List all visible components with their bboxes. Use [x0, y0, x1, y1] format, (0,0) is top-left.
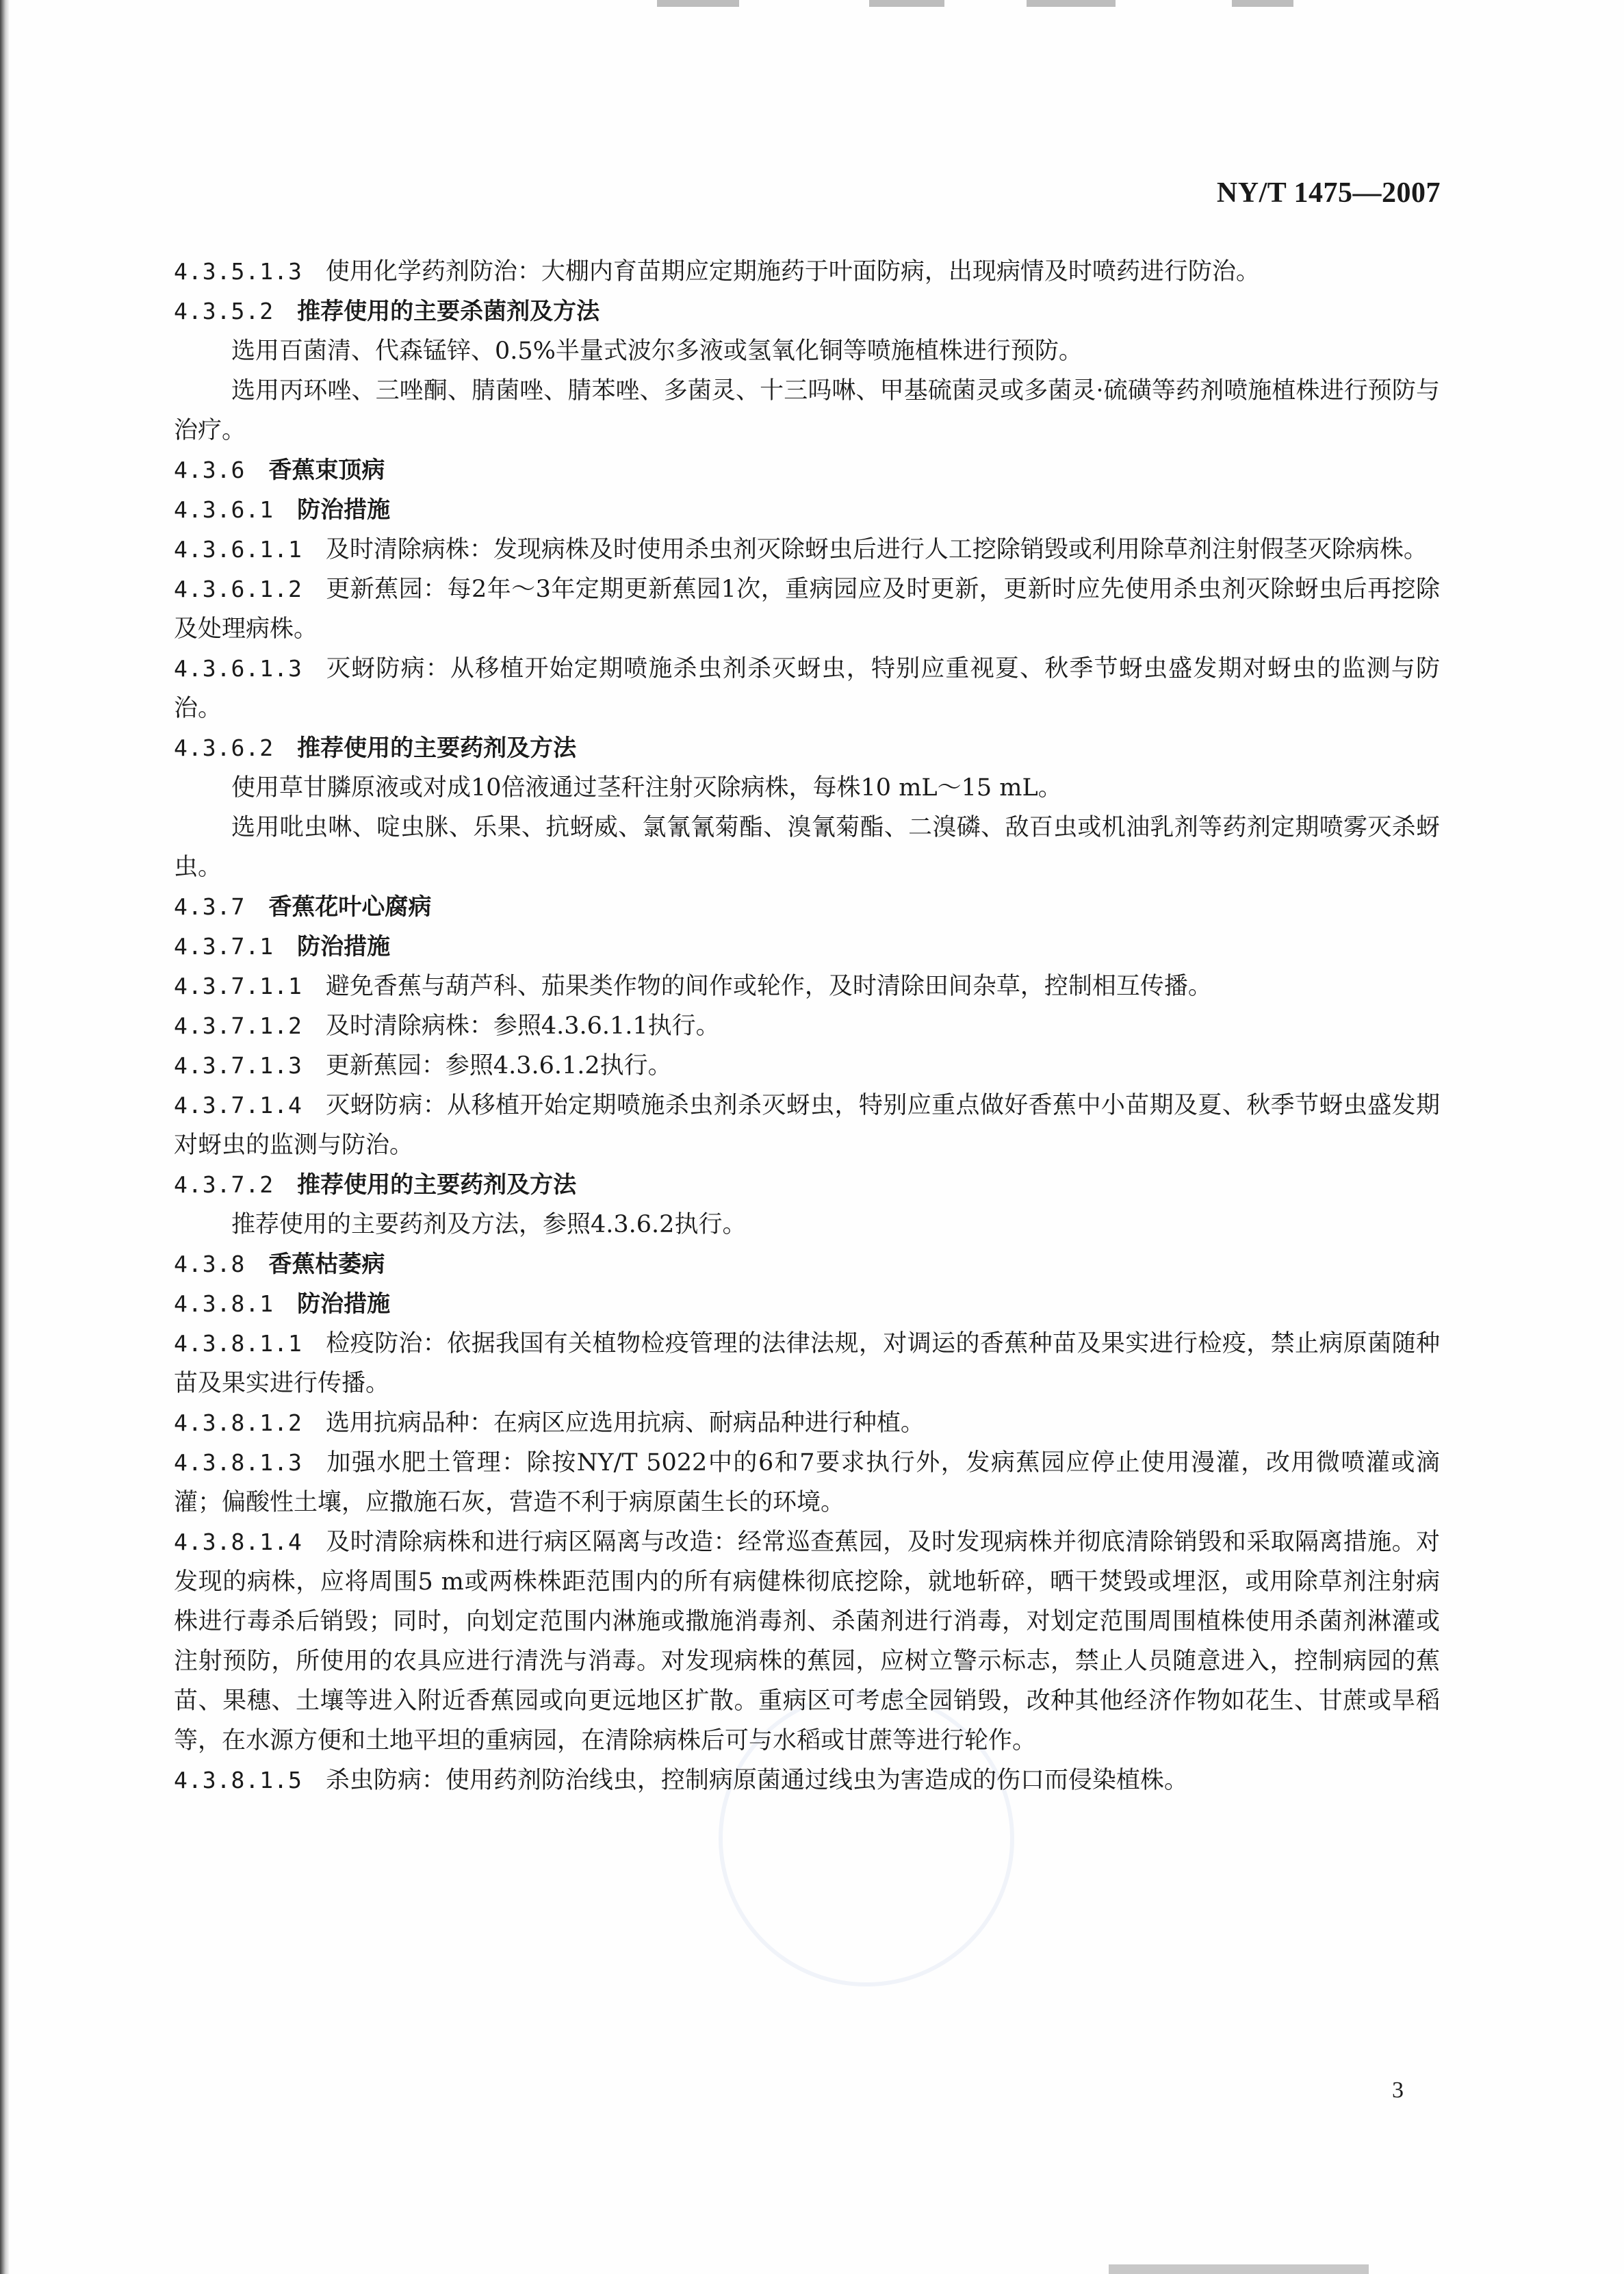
clause-paragraph: [174, 570, 1440, 649]
clause-paragraph: [174, 967, 1440, 1006]
clause-number: 4.3.8.1.1: [174, 1330, 302, 1357]
clause-paragraph: [174, 1006, 1440, 1046]
clause-number: 4.3.5.1.3: [174, 258, 302, 285]
scan-binding-edge: [0, 0, 10, 2274]
clause-number: 4.3.7.2: [174, 1171, 274, 1198]
section-heading: [174, 1244, 1440, 1284]
clause-text: 使用化学药剂防治：大棚内育苗期应定期施药于叶面防病，出现病情及时喷药进行防治。: [325, 258, 1260, 285]
document-body: [174, 252, 1440, 1800]
section-heading: [174, 450, 1440, 490]
clause-number: 4.3.6.1.1: [174, 536, 302, 563]
scan-mark: [657, 0, 739, 7]
clause-text: 加强水肥土管理：除按NY/T 5022中的6和7要求执行外，发病蕉园应停止使用漫灌，改用微喷灌或滴灌；偏酸性土壤，应撒施石灰，营造不利于病原菌生长的环境。: [174, 1449, 1440, 1516]
clause-number: 4.3.7.1: [174, 933, 274, 960]
clause-text: 杀虫防病：使用药剂防治线虫，控制病原菌通过线虫为害造成的伤口而侵染植株。: [325, 1767, 1188, 1794]
clause-paragraph: [174, 530, 1440, 570]
clause-number: 4.3.8.1: [174, 1290, 274, 1317]
heading-title: 防治措施: [297, 933, 391, 960]
clause-number: 4.3.8.1.2: [174, 1409, 302, 1436]
clause-paragraph: [174, 1324, 1440, 1403]
scan-mark: [1109, 2264, 1369, 2274]
clause-paragraph: [174, 1761, 1440, 1800]
clause-text: 及时清除病株：发现病株及时使用杀虫剂灭除蚜虫后进行人工挖除销毁或利用除草剂注射假茎灭除病株。: [325, 536, 1428, 563]
clause-text: 更新蕉园：参照4.3.6.1.2执行。: [325, 1052, 672, 1079]
heading-title: 推荐使用的主要杀菌剂及方法: [297, 298, 600, 325]
clause-number: 4.3.7: [174, 893, 246, 920]
heading-title: 推荐使用的主要药剂及方法: [297, 1171, 577, 1199]
body-paragraph: 选用丙环唑、三唑酮、腈菌唑、腈苯唑、多菌灵、十三吗啉、甲基硫菌灵或多菌灵·硫磺等药剂喷施植株进行预防与治疗。: [174, 377, 1440, 444]
section-heading: [174, 887, 1440, 927]
clause-number: 4.3.6.1.2: [174, 576, 302, 602]
heading-title: 香蕉枯萎病: [268, 1251, 385, 1278]
standard-code: NY/T 1475—2007: [1216, 177, 1441, 209]
clause-number: 4.3.8.1.5: [174, 1767, 302, 1793]
clause-number: 4.3.8.1.4: [174, 1529, 302, 1555]
body-paragraph: 选用吡虫啉、啶虫脒、乐果、抗蚜威、氯氰氰菊酯、溴氰菊酯、二溴磷、敌百虫或机油乳剂等药剂定期喷雾灭杀蚜虫。: [174, 814, 1440, 881]
clause-number: 4.3.6.1: [174, 496, 274, 523]
clause-text: 更新蕉园：每2年～3年定期更新蕉园1次，重病园应及时更新，更新时应先使用杀虫剂灭除蚜虫后再挖除及处理病株。: [174, 576, 1440, 643]
clause-text: 避免香蕉与葫芦科、茄果类作物的间作或轮作，及时清除田间杂草，控制相互传播。: [325, 973, 1212, 1000]
section-heading: [174, 927, 1440, 967]
section-heading: [174, 1284, 1440, 1324]
scan-mark: [1027, 0, 1116, 7]
clause-paragraph: [174, 1522, 1440, 1761]
clause-paragraph: [174, 252, 1440, 292]
clause-text: 及时清除病株：参照4.3.6.1.1执行。: [325, 1012, 720, 1040]
clause-text: 检疫防治：依据我国有关植物检疫管理的法律法规，对调运的香蕉种苗及果实进行检疫，禁止病原菌随种苗及果实进行传播。: [174, 1330, 1440, 1397]
clause-number: 4.3.7.1.1: [174, 973, 302, 999]
clause-text: 灭蚜防病：从移植开始定期喷施杀虫剂杀灭蚜虫，特别应重点做好香蕉中小苗期及夏、秋季节蚜虫盛发期对蚜虫的监测与防治。: [174, 1092, 1440, 1159]
heading-title: 防治措施: [297, 1290, 391, 1318]
clause-paragraph: [174, 1403, 1440, 1443]
clause-paragraph: [174, 1443, 1440, 1522]
clause-number: 4.3.7.1.2: [174, 1012, 302, 1039]
clause-number: 4.3.5.2: [174, 298, 274, 324]
clause-number: 4.3.7.1.4: [174, 1092, 302, 1119]
body-paragraph: 推荐使用的主要药剂及方法，参照4.3.6.2执行。: [231, 1211, 747, 1238]
heading-title: 香蕉束顶病: [268, 457, 385, 484]
scan-mark: [1232, 0, 1293, 7]
section-heading: [174, 292, 1440, 331]
clause-number: 4.3.8.1.3: [174, 1449, 302, 1476]
page-number: 3: [1392, 2078, 1404, 2103]
section-heading: [174, 1165, 1440, 1205]
clause-number: 4.3.6: [174, 457, 246, 483]
clause-number: 4.3.8: [174, 1251, 246, 1277]
clause-number: 4.3.7.1.3: [174, 1052, 302, 1079]
clause-paragraph: [174, 1046, 1440, 1086]
clause-number: 4.3.6.1.3: [174, 655, 302, 682]
body-paragraph: 选用百菌清、代森锰锌、0.5%半量式波尔多液或氢氧化铜等喷施植株进行预防。: [231, 337, 1083, 365]
heading-title: 香蕉花叶心腐病: [268, 893, 432, 921]
scan-mark: [869, 0, 944, 7]
heading-title: 防治措施: [297, 496, 391, 524]
heading-title: 推荐使用的主要药剂及方法: [297, 734, 577, 762]
clause-text: 选用抗病品种：在病区应选用抗病、耐病品种进行种植。: [325, 1409, 925, 1437]
section-heading: [174, 728, 1440, 768]
clause-text: 及时清除病株和进行病区隔离与改造：经常巡查蕉园，及时发现病株并彻底清除销毁和采取隔离措施。对发现的病株，应将周围5 m或两株株距范围内的所有病健株彻底挖除，就地斩碎，晒干焚毁或埋沤，或用除草剂注射病株进行毒杀后销毁；同时，向划定范围内淋施或撒施消毒剂、杀菌剂进行消毒，对划定范围周围植株使用杀菌剂淋灌或注射预防，所使用的农具应进行清洗与消毒。对发现病株的蕉园，应树立警示标志，禁止人员随意进入，控制病园的蕉苗、果穗、土壤等进入附近香蕉园或向更远地区扩散。重病区可考虑全园销毁，改种其他经济作物如花生、甘蔗或旱稻等，在水源方便和土地平坦的重病园，在清除病株后可与水稻或甘蔗等进行轮作。: [174, 1529, 1440, 1754]
clause-paragraph: [174, 1086, 1440, 1165]
section-heading: [174, 490, 1440, 530]
clause-paragraph: [174, 649, 1440, 728]
clause-text: 灭蚜防病：从移植开始定期喷施杀虫剂杀灭蚜虫，特别应重视夏、秋季节蚜虫盛发期对蚜虫的监测与防治。: [174, 655, 1440, 722]
clause-number: 4.3.6.2: [174, 734, 274, 761]
body-paragraph: 使用草甘膦原液或对成10倍液通过茎秆注射灭除病株，每株10 mL～15 mL。: [231, 774, 1062, 802]
